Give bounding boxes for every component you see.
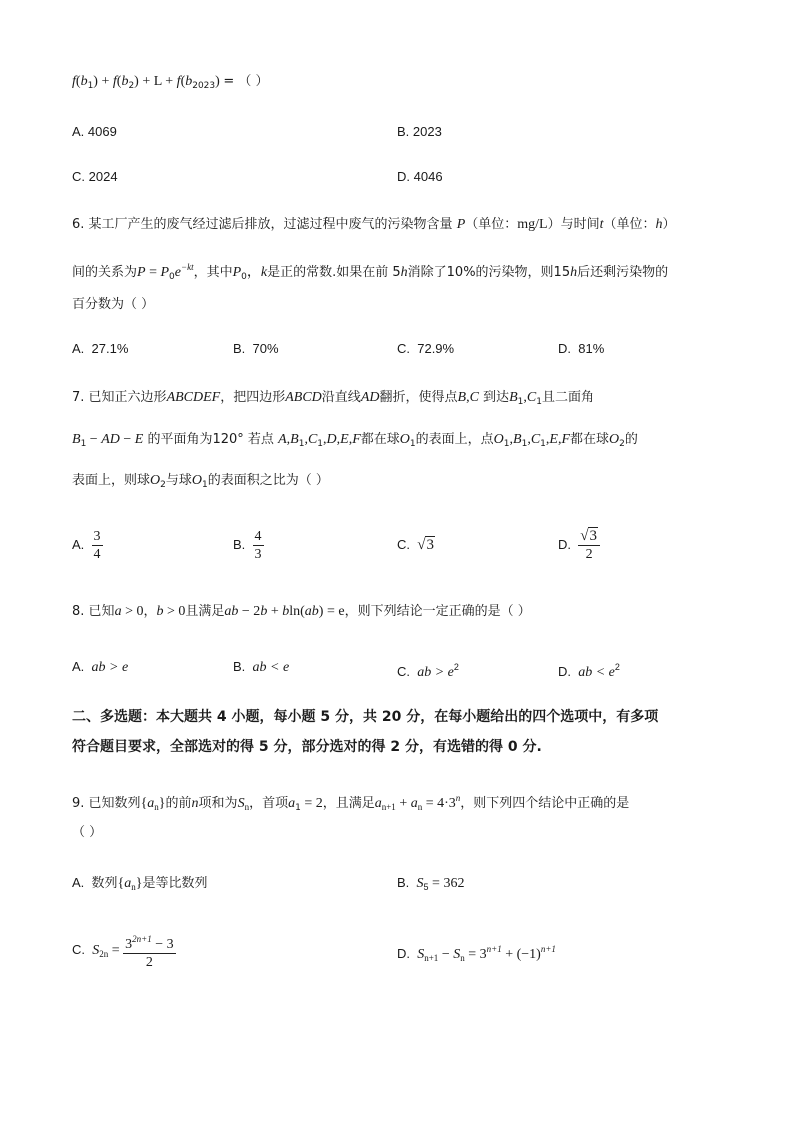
q7-option-b-fraction: $\frac{4}{3}$	[254, 529, 262, 563]
q7-option-b: B. $\frac{4}{3}$	[233, 529, 262, 563]
q7-option-d: D. $\frac{√3}{2}$	[558, 525, 600, 565]
q5-option-d: D. 4046	[397, 169, 443, 184]
q6-line2: 间的关系为$P = P_0e^{-kt}$，其中$P_0$，k是正的常数.如果在前 5h消除了10%的污染物，则15h后还剩污染物的	[72, 262, 669, 282]
q9-number: 9.	[72, 796, 85, 811]
q9-line2: （ ）	[72, 825, 103, 840]
q8-number: 8.	[72, 604, 85, 619]
q7-line1: 7. 已知正六边形ABCDEF，把四边形ABCD沿直线AD翻折，使得点B,C 到达$B_1,C_1$且二面角	[72, 390, 594, 407]
q6-line3: 百分数为（ ）	[72, 297, 155, 312]
q9-option-a: A. 数列$\{a_n\}$是等比数列	[72, 875, 208, 892]
q6-line1: 6. 某工厂产生的废气经过滤后排放，过滤过程中废气的污染物含量 P（单位：mg/L）与时间t（单位：h）	[72, 217, 676, 232]
q5-option-c: C. 2024	[72, 169, 118, 184]
q8-option-b: B. ab < e	[233, 659, 290, 675]
q5-stem-end: = （ ）	[223, 74, 269, 89]
section2-heading-line2: 符合题目要求，全部选对的得 5 分，部分选对的得 2 分，有选错的得 0 分.	[72, 739, 542, 755]
q7-line3: 表面上，则球$O_2$与球$O_1$的表面积之比为（ ）	[72, 473, 329, 490]
q9-option-c: C. $S_{2n}$ = $\frac{3^{2n+1} - 3}{2}$	[72, 930, 176, 974]
q8-line1: 8. 已知a > 0，b > 0且满足ab − 2b + bln(ab) = e，则下列结论一定正确的是（ ）	[72, 604, 531, 619]
q7-line2: $B_1$ − AD − E 的平面角为120° 若点 $A,B_1,C_1,D,E,F$都在球$O_1$的表面上，点$O_1,B_1,C_1,E,F$都在球$O_2$的	[72, 432, 638, 449]
q6-number: 6.	[72, 217, 85, 232]
q7-option-a: A. $\frac{3}{4}$	[72, 529, 101, 563]
q5-option-b: B. 2023	[397, 124, 442, 139]
q7-option-a-fraction: $\frac{3}{4}$	[93, 529, 101, 563]
q5-expression: $f(b_1) + f(b_2) + L + f(b_{2023})$ = （ ）	[72, 74, 269, 91]
q7-number: 7.	[72, 390, 85, 405]
q7-option-c: C. √3	[397, 537, 434, 553]
q5-option-a: A. 4069	[72, 124, 117, 139]
q6-option-d: D. 81%	[558, 341, 605, 356]
q7-option-c-sqrt: √3	[417, 537, 434, 553]
q8-option-c: C. ab > $e^2$	[397, 662, 459, 680]
q6-option-b: B. 70%	[233, 341, 279, 356]
q9-option-b: B. $S_5 = 362$	[397, 875, 465, 892]
q9-option-c-fraction: $\frac{3^{2n+1} - 3}{2}$	[125, 933, 174, 970]
q9-line1: 9. 已知数列$\{a_n\}$的前n项和为$S_n$，首项$a_1 = 2$，且满足$a_{n+1} + a_n = 4\cdot 3^n$，则下列四个结论中正确的是	[72, 793, 630, 813]
q6-option-a: A. 27.1%	[72, 341, 129, 356]
q9-option-d: D. $S_{n+1} - S_n = 3^{n+1} + (-1)^{n+1}$	[397, 944, 556, 963]
q7-option-d-fraction: $\frac{√3}{2}$	[578, 528, 600, 563]
q6-option-c: C. 72.9%	[397, 341, 455, 356]
section2-heading-line1: 二、多选题：本大题共 4 小题，每小题 5 分，共 20 分，在每小题给出的四个选项中，有多项	[72, 709, 659, 725]
q8-option-a: A. ab > e	[72, 659, 129, 675]
q8-option-d: D. ab < $e^2$	[558, 662, 620, 680]
